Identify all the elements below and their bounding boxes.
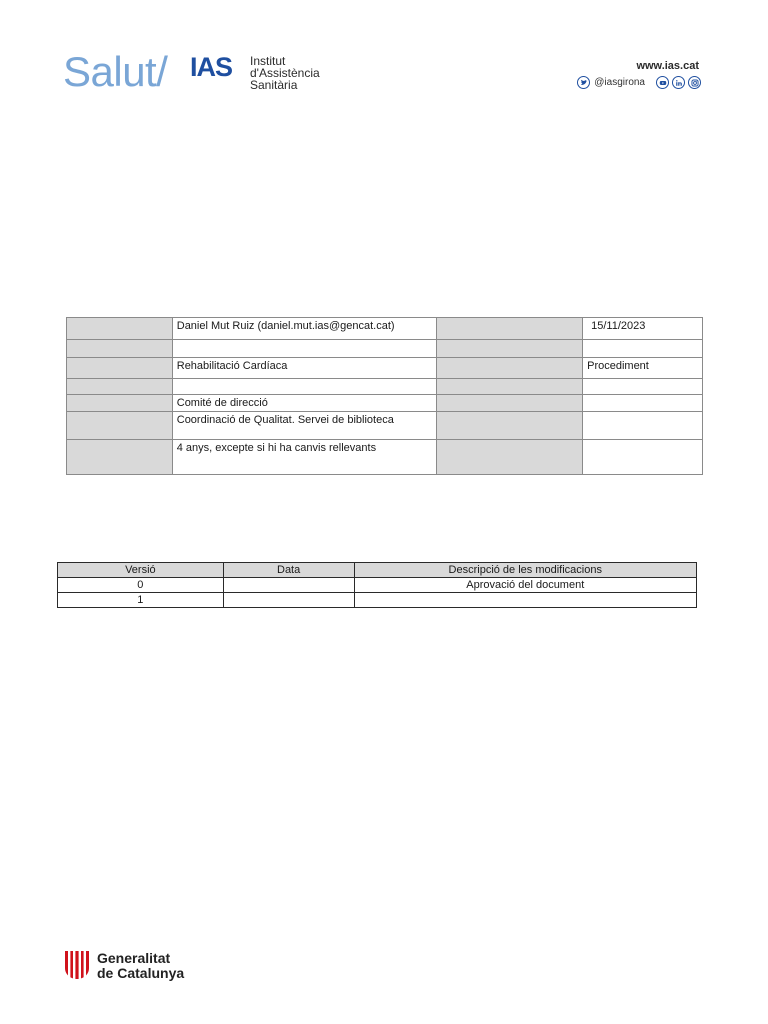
table-row — [67, 412, 703, 440]
senyera-icon — [64, 950, 90, 980]
institute-name — [250, 55, 320, 91]
label-cell — [437, 412, 583, 440]
description-cell: Aprovació del document — [354, 578, 696, 593]
social-links — [577, 76, 701, 89]
value-cell: Comité de direcció — [172, 395, 437, 412]
twitter-icon[interactable] — [577, 76, 590, 89]
value-cell — [583, 340, 703, 358]
value-cell — [583, 379, 703, 395]
generalitat-line: Generalitat — [97, 950, 171, 966]
value-cell — [583, 412, 703, 440]
table-row — [67, 318, 703, 340]
social-handle[interactable]: @iasgirona — [594, 77, 645, 88]
institute-line: Sanitària — [250, 78, 298, 92]
column-header-description: Descripció de les modificacions — [354, 563, 696, 578]
table-row — [67, 340, 703, 358]
label-cell — [437, 318, 583, 340]
value-cell — [583, 395, 703, 412]
value-cell: 15/11/2023 — [583, 318, 703, 340]
date-cell — [223, 593, 354, 608]
table-row — [67, 358, 703, 379]
salut-wordmark: Salut/ — [63, 48, 168, 95]
label-cell — [437, 395, 583, 412]
value-cell — [583, 440, 703, 475]
date-cell — [223, 578, 354, 593]
table-row — [58, 578, 697, 593]
table-row — [67, 440, 703, 475]
label-cell — [67, 340, 173, 358]
instagram-icon[interactable] — [688, 76, 701, 89]
generalitat-line: de Catalunya — [97, 965, 185, 981]
table-row — [67, 379, 703, 395]
document-info-table — [66, 317, 703, 475]
label-cell — [67, 412, 173, 440]
column-header-version: Versió — [58, 563, 224, 578]
label-cell — [437, 340, 583, 358]
value-cell: Procediment — [583, 358, 703, 379]
version-cell: 0 — [58, 578, 224, 593]
value-cell: 4 anys, excepte si hi ha canvis rellevants — [172, 440, 437, 475]
label-cell — [437, 358, 583, 379]
value-cell: Daniel Mut Ruiz (daniel.mut.ias@gencat.cat) — [172, 318, 437, 340]
label-cell — [67, 440, 173, 475]
label-cell — [437, 440, 583, 475]
label-cell — [437, 379, 583, 395]
label-cell — [67, 395, 173, 412]
column-header-date: Data — [223, 563, 354, 578]
value-cell: Rehabilitació Cardíaca — [172, 358, 437, 379]
institute-line: Institut — [250, 54, 286, 68]
generalitat-name — [97, 951, 184, 981]
label-cell — [67, 358, 173, 379]
table-row — [67, 395, 703, 412]
youtube-icon[interactable] — [656, 76, 669, 89]
label-cell — [67, 379, 173, 395]
value-cell — [172, 379, 437, 395]
value-cell: Coordinació de Qualitat. Servei de biblioteca — [172, 412, 437, 440]
label-cell — [67, 318, 173, 340]
description-cell — [354, 593, 696, 608]
version-cell: 1 — [58, 593, 224, 608]
ias-wordmark: IAS — [190, 52, 233, 82]
table-header-row — [58, 563, 697, 578]
table-row — [58, 593, 697, 608]
version-history-table — [57, 562, 697, 608]
linkedin-icon[interactable] — [672, 76, 685, 89]
website-link[interactable]: www.ias.cat — [636, 60, 699, 72]
value-cell — [172, 340, 437, 358]
institute-line: d'Assistència — [250, 66, 320, 80]
